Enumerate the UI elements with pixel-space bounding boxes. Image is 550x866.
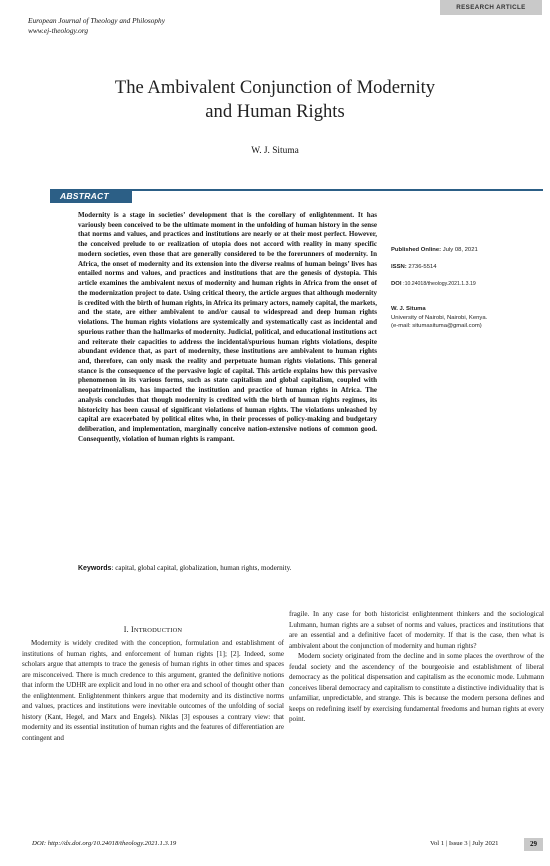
author-meta-name: W. J. Situma — [391, 306, 426, 312]
journal-header — [28, 16, 165, 36]
issn-label: ISSN: — [391, 264, 407, 270]
author-affiliation: University of Nairobi, Nairobi, Kenya. — [391, 314, 488, 321]
title-line-1: The Ambivalent Conjunction of Modernity — [114, 77, 436, 98]
title-line-2: and Human Rights — [205, 101, 345, 122]
page-footer — [22, 838, 542, 852]
section-number: I. — [123, 625, 129, 634]
body-column-right — [289, 609, 544, 725]
section-title-initial: I — [131, 625, 134, 634]
article-type-badge: RESEARCH ARTICLE — [440, 0, 542, 15]
abstract-label: ABSTRACT — [50, 189, 132, 203]
issn-value: 2736-5514 — [408, 264, 437, 270]
section-heading — [22, 625, 284, 634]
published-label: Published Online: — [391, 247, 442, 253]
body-paragraph: Modern society originated from the decline and in some places the overthrow of the feudal society and the ascendency of the bourgeoisie and establishment of liberal democracy as the political dispensation and capitalism as the economic mode. Luhmann conceives liberal democracy and capitalism to constitute a distinctive individuality that is unfamiliar, unpredictable, and strange. This is because the modern persona defines and keeps on redefining itself by exercising fundamental freedoms and human rights at every point. — [289, 652, 544, 724]
article-author: W. J. Situma — [251, 146, 299, 156]
keywords-label: Keywords — [78, 565, 112, 572]
author-email[interactable]: (e-mail: situmasituma@gmail.com) — [391, 323, 482, 330]
body-paragraph-continued: fragile. In any case for both historicist enlightenment thinkers and the sociological Luhmann, human rights are a subset of norms and values, practices and institutions that are an essential and a definitive facet of modernity. If that is the case, then what is ambivalent about the conjunction of modernity and human rights? — [289, 610, 544, 650]
body-paragraph: Modernity is widely credited with the conception, formulation and establishment of institutions of human rights, and enforcement of human rights [1]; [2]. Indeed, some scholars argue that attempts to trace the genesis of human rights in other times and spaces are misconceived. There is much credence to this argument, granted the definitive notions that inform the UDHR are explicit and loud in no other era and school of thought other than the enlightenment. Enlightenment thinkers argue that modernity and its distinctive norms and values, practices and institutions were inevitable outcomes of the unfolding of social history (Kant, Hegel, and Marx and Engels). Niklas [3] espouses a contrary view: that modernity and its essential institution of human rights and the features of differentiation are contingent and — [22, 639, 284, 742]
body-column-left — [22, 638, 284, 743]
footer-issue: Vol 1 | Issue 3 | July 2021 — [430, 840, 499, 847]
journal-url: www.ej-theology.org — [28, 26, 88, 35]
author-meta — [391, 305, 541, 331]
published-online — [391, 247, 541, 253]
journal-name: European Journal of Theology and Philosophy — [28, 16, 165, 25]
section-title-rest: NTRODUCTION — [133, 627, 183, 634]
abstract-text: Modernity is a stage in societies’ development that is the corollary of enlightenment. It has variously been conceived to be the ultimate moment in the unfolding of human history in the sense that norms and values, and practices and institutions are nearly or at their most perfect. However, the conceived prelude to or realization of utopia does not accord with reality in many specific modern societies, even those that are generally considered to be the forerunners of modernity. In Africa, the onset of modernity and its extension into the diverse realms of human beings’ lives has entailed norms and values, and practices and institutions that are the genesis of dystopia. This article examines the ambivalent nexus of modernity and human rights in Africa from the onset of the modernization project to date. Using critical theory, the article argues that although modernity is credited with the birth of human rights, in Africa its primary actors, namely capital, the markets, and the state, are either ambivalent to and/or causal to widespread and deep human rights violations. The human rights violations are systemically and systematically cast as incidental and spurious rather than the hallmarks of modernity. Judicial, political, and educational institutions act and reiterate their capacities to address the incidental/spurious human rights violations, despite abundant evidence that, as part of modernity, these institutions are ambivalent to human rights and, therefore, can only mask the reality and perpetuate human rights violations. This general stance is the consequence of the pervasive logic of capital. This article explains how this pervasive phenomenon in its various forms, such as state capitalism and global capitalism, coupled with neopatrimonialism, has impacted the institution and practice of human rights in Africa. The analysis concludes that though modernity is credited with the birth of human rights regimes, its historicity has been causal of significant violations of human rights. The violations unleashed by capital are exacerbated by political elites who, in their processes of policy-making and budgetary deliberation, and implementation, marginally conceive nation-extensive notions of common good. Consequently, violation of human rights is rampant. — [78, 211, 377, 443]
page-number: 29 — [524, 838, 543, 851]
doi-label: DOI — [391, 281, 402, 287]
footer-doi[interactable]: DOI: http://dx.doi.org/10.24018/theology.2021.1.3.19 — [32, 840, 177, 847]
doi-value: :10.24018/theology.2021.1.3.19 — [403, 281, 476, 287]
keywords-list: : capital, global capital, globalization, human rights, modernity. — [111, 564, 292, 572]
article-title — [60, 76, 490, 124]
published-date: July 08, 2021 — [442, 247, 478, 253]
keywords — [78, 564, 378, 572]
doi-meta — [391, 281, 541, 287]
issn — [391, 264, 541, 270]
